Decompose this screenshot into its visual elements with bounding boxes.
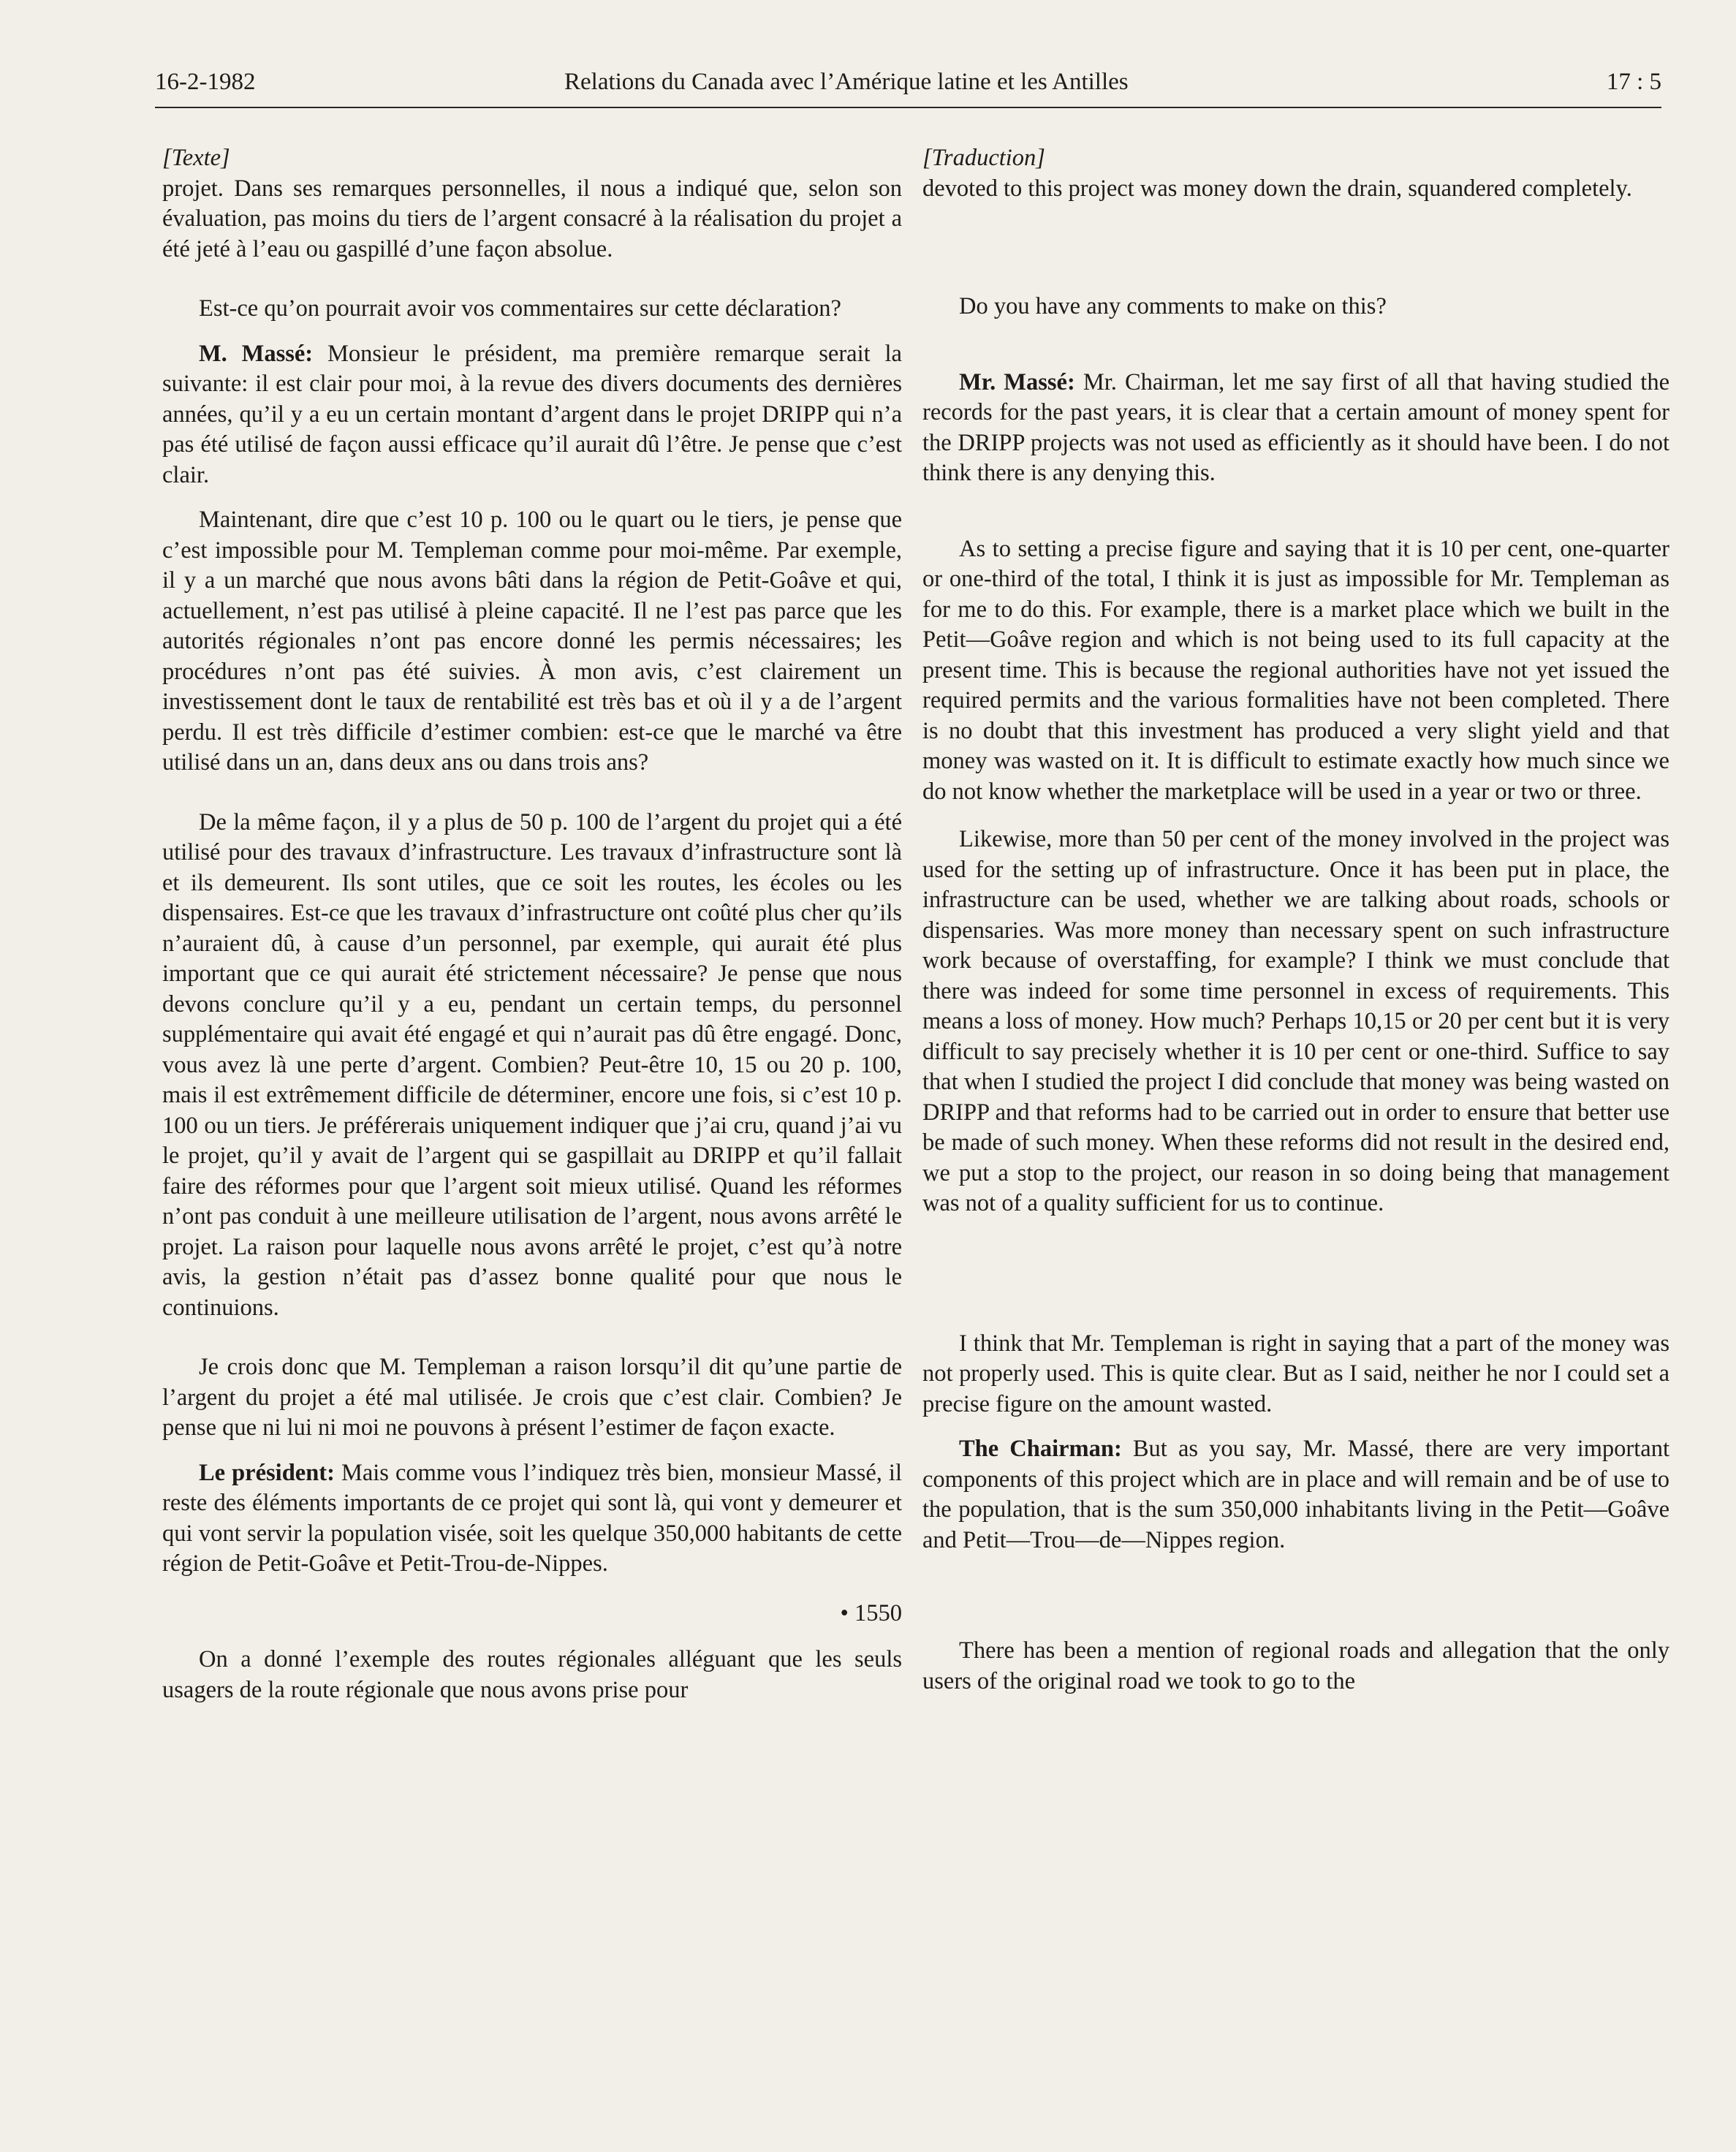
page-header — [155, 63, 1661, 108]
paragraph — [922, 368, 1669, 489]
paragraph: As to setting a precise figure and saying that it is 10 per cent, one-quarter or one-third of the total, I think it is just as impossible for Mr. Templeman as for me to do this. For example, there is a market place which we built in the Petit—Goâve region and which is not being used to its full capacity at the present time. This is because the regional authorities have not yet issued the required permits and the various formalities have not been completed. There is no doubt that this investment has produced a very slight yield and that money was wasted on it. It is difficult to estimate exactly how much since we do not know whether the marketplace will be used in a year or two or three. — [922, 535, 1669, 805]
header-page-number: 17 : 5 — [1606, 69, 1661, 95]
paragraph: Est-ce qu’on pourrait avoir vos commentaires sur cette déclaration? — [199, 295, 841, 322]
french-column — [162, 143, 902, 1705]
paragraph-text: But as you say, Mr. Massé, there are very important components of this project which are in place and will remain and be of use to the population, that is the sum 350,000 inhabitants living in the Petit—Goâve and Petit—Trou—de—Nippes region. — [922, 1436, 1669, 1553]
paragraph: I think that Mr. Templeman is right in saying that a part of the money was not properly used. This is quite clear. But as I said, neither he nor I could set a precise figure on the amount wasted. — [922, 1330, 1669, 1417]
paragraph: Likewise, more than 50 per cent of the money involved in the project was used for the setting up of infrastructure. Once it has been put in place, the infrastructure can be used, whether we are talking about roads, schools or dispensaries. Was more money than necessary spent on such infrastructure work because of overstaffing, for example? I think we must conclude that there was indeed for some time personnel in excess of requirements. This means a loss of money. How much? Perhaps 10,15 or 20 per cent but it is very difficult to say precisely whether it is 10 per cent or one-third. Suffice to say that when I studied the project I did conclude that money was being wasted on DRIPP and that reforms had to be carried out in order to ensure that better use be made of such money. When these reforms did not result in the desired end, we put a stop to the project, our reason in so doing being that management was not of a quality sufficient for us to continue. — [922, 826, 1669, 1216]
paragraph — [922, 1434, 1669, 1556]
paragraph: De la même façon, il y a plus de 50 p. 100 de l’argent du projet qui a été utilisé pour des travaux d’infrastructure. Les travaux d’infrastructure sont là et ils demeurent. Ils sont utiles, que ce soit les routes, les écoles ou les dispensaires. Est-ce que les travaux d’infrastructure ont coûté plus cher qu’ils n’auraient dû, à cause d’un personnel, par exemple, qui aurait été plus important que ce qui aurait été strictement nécessaire? Je pense que nous devons conclure qu’il y a eu, pendant un certain temps, du personnel supplémentaire qui avait été engagé et qui n’aurait pas dû être engagé. Donc, vous avez là une perte d’argent. Combien? Peut-être 10, 15 ou 20 p. 100, mais il est extrêmement difficile de déterminer, encore une fois, si c’est 10 p. 100 ou un tiers. Je préférerais uniquement indiquer que j’ai cru, quand j’ai vu le projet, qu’il y avait de l’argent qui se gaspillait au DRIPP et qu’il fallait faire des réformes pour que l’argent soit mieux utilisé. Quand les réformes n’ont pas conduit à une meilleure utilisation de l’argent, nous avons arrêté le projet. La raison pour laquelle nous avons arrêté le projet, c’est qu’à notre avis, la gestion n’était pas d’assez bonne qualité pour que nous le continuions. — [162, 808, 902, 1321]
column-label: [Traduction] — [922, 145, 1045, 171]
paragraph: Do you have any comments to make on this? — [959, 293, 1387, 319]
paragraph: projet. Dans ses remarques personnelles, il nous a indiqué que, selon son évaluation, pas moins du tiers de l’argent consacré à la réalisation du projet a été jeté à l’eau ou gaspillé d’une façon absolue. — [162, 175, 902, 262]
speaker-name: Mr. Massé: — [959, 368, 1075, 395]
time-marker: • 1550 — [840, 1599, 902, 1626]
speaker-name: Le président: — [199, 1459, 335, 1486]
paragraph: There has been a mention of regional roads and allegation that the only users of the original road we took to go to the — [922, 1637, 1669, 1694]
english-column — [922, 143, 1669, 1697]
paragraph-text: Mais comme vous l’indiquez très bien, monsieur Massé, il reste des éléments importants de ce projet qui sont là, qui vont y demeurer et qui vont servir la population visée, soit les quelque 350,000 habitants de cette région de Petit-Goâve et Petit-Trou-de-Nippes. — [162, 1459, 902, 1577]
paragraph: Je crois donc que M. Templeman a raison lorsqu’il dit qu’une partie de l’argent du projet a été mal utilisée. Je crois que c’est clair. Combien? Je pense que ni lui ni moi ne pouvons à présent l’estimer de façon exacte. — [162, 1354, 902, 1441]
paragraph: On a donné l’exemple des routes régionales alléguant que les seuls usagers de la route régionale que nous avons prise pour — [162, 1646, 902, 1703]
header-date: 16-2-1982 — [155, 69, 256, 95]
speaker-name: The Chairman: — [959, 1436, 1122, 1462]
column-label: [Texte] — [162, 145, 230, 171]
paragraph-text: Mr. Chairman, let me say first of all that having studied the records for the past years, it is clear that a certain amount of money spent for the DRIPP projects was not used as efficiently as it should have been. I do not think there is any denying this. — [922, 368, 1669, 486]
header-title: Relations du Canada avec l’Amérique latine et les Antilles — [564, 69, 1129, 95]
speaker-name: M. Massé: — [199, 340, 314, 367]
paragraph — [162, 339, 902, 491]
paragraph-text: Monsieur le président, ma première remarque serait la suivante: il est clair pour moi, à la revue des divers documents des dernières années, qu’il y a eu un certain montant d’argent dans le projet DRIPP qui n’a pas été utilisé de façon aussi efficace qu’il aurait dû l’être. Je pense que c’est clair. — [162, 340, 902, 488]
paragraph: devoted to this project was money down the drain, squandered completely. — [922, 175, 1632, 202]
paragraph — [162, 1458, 902, 1580]
paragraph: Maintenant, dire que c’est 10 p. 100 ou le quart ou le tiers, je pense que c’est impossible pour M. Templeman comme pour moi-même. Par exemple, il y a un marché que nous avons bâti dans la région de Petit-Goâve et qui, actuellement, n’est pas utilisé à pleine capacité. Il ne l’est pas parce que les autorités régionales n’ont pas encore donné les permis nécessaires; les procédures n’ont pas été suivies. À mon avis, c’est clairement un investissement dont le taux de rentabilité est très bas et où il y a de l’argent perdu. Il est très difficile d’estimer combien: est-ce que le marché va être utilisé dans un an, dans deux ans ou dans trois ans? — [162, 507, 902, 776]
